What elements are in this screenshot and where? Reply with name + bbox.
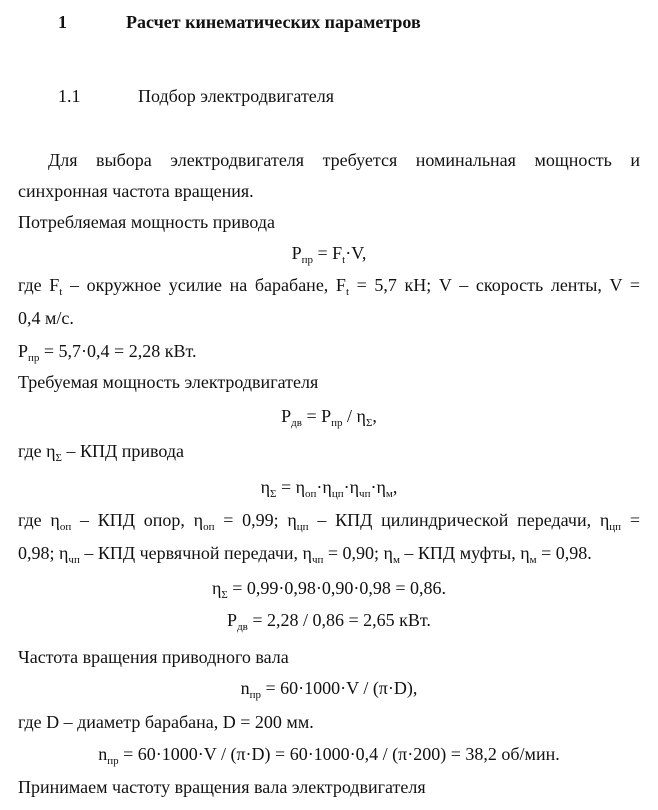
- paragraph: Частота вращения приводного вала: [18, 647, 289, 667]
- calc-efficiency: $\eta_\Sigma = 0,99\cdot 0,98\cdot 0,90\cdot 0,98 = 0,86$.: [211, 578, 447, 601]
- definition-line: где $F_t$ – окружное усилие на барабане, $F_t = 5,7$ кН; V – скорость ленты, V =: [18, 275, 640, 298]
- subsection-title: Подбор электродвигателя: [138, 86, 335, 106]
- formula-efficiency: $\eta_\Sigma = \eta_{оп}\cdot\eta_{цп}\cdot\eta_{чп}\cdot\eta_м$,: [260, 477, 398, 500]
- calc-speed: $n_{пр} = 60\cdot 1000\cdot V / (\pi\cdot D) = 60\cdot 1000\cdot 0,4 / (\pi\cdot 200) = 38,2$ об/мин.: [98, 744, 560, 767]
- paragraph-line: Для выбора электродвигателя требуется номинальная мощность и: [48, 150, 640, 170]
- section-number: 1: [58, 12, 67, 32]
- paragraph-line: синхронная частота вращения.: [18, 181, 254, 201]
- paragraph: Потребляемая мощность привода: [18, 212, 276, 232]
- definition-line: 0,98; $\eta_{чп}$ – КПД червячной передачи, $\eta_{чп} = 0,90$; $\eta_м$ – КПД муфты, $\eta_м = 0,98$.: [18, 543, 592, 566]
- paragraph: Требуемая мощность электродвигателя: [18, 372, 319, 392]
- calc-line: $P_{пр} = 5,7\cdot 0,4 = 2,28$ кВт.: [18, 341, 197, 364]
- calc-motor-power: $P_{дв} = 2,28 / 0,86 = 2,65$ кВт.: [227, 610, 431, 633]
- formula-speed: $n_{пр} = 60\cdot 1000\cdot V / (\pi\cdot D)$,: [240, 678, 418, 701]
- section-title: Расчет кинематических параметров: [126, 12, 421, 32]
- definition-line: где $\eta_{оп}$ – КПД опор, $\eta_{оп} = 0,99$; $\eta_{цп}$ – КПД цилиндрической передачи, $\eta_{цп}$ =: [18, 510, 640, 533]
- subsection-number: 1.1: [58, 86, 81, 106]
- definition-line: где D – диаметр барабана, D = 200 мм.: [18, 712, 314, 732]
- formula-power: $P_{пр} = F_t\cdot V$,: [291, 243, 367, 266]
- definition-line: где $\eta_\Sigma$ – КПД привода: [18, 441, 185, 464]
- definition-line: 0,4 м/с.: [18, 308, 74, 328]
- paragraph: Принимаем частоту вращения вала электродвигателя: [18, 777, 426, 797]
- formula-motor-power: $P_{дв} = P_{пр} / \eta_\Sigma$,: [281, 406, 377, 429]
